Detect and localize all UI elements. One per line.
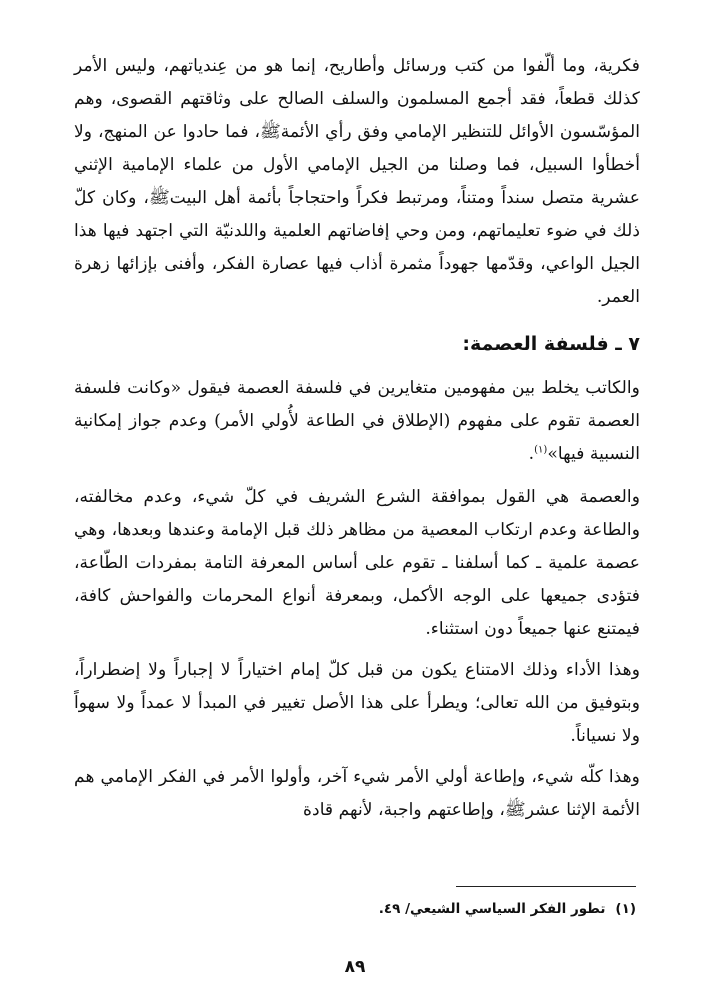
footnote	[70, 897, 636, 921]
footnote-divider	[456, 886, 636, 887]
paragraph-2-end: .	[528, 444, 535, 464]
footnote-reference[interactable]: (١)	[534, 444, 548, 456]
paragraph-3: والعصمة هي القول بموافقة الشرع الشريف في كلّ شيء، وعدم مخالفته، والطاعة وعدم ارتكاب المعصية من مظاهر ذلك قبل الإمامة وعندها وبعدها، وهي عصمة علمية ـ كما أسلفنا ـ تقوم على أساس المعرفة التامة بمفردات الطّاعة، فتؤدى جميعها على الوجه الأكمل، وبمعرفة أنواع المحرمات والفواحش كافة، فيمتنع عنها جميعاً دون استثناء.	[74, 487, 640, 639]
paragraph-2	[74, 372, 640, 471]
paragraph-1: فكرية، وما ألّفوا من كتب ورسائل وأطاريح، إنما هو من عِندياتهم، وليس الأمر كذلك قطعاً، فقد أجمع المسلمون والسلف الصالح على وثاقتهم القصوى، وهم المؤسّسون الأوائل للتنظير الإمامي وفق رأي الأئمةﷺ، فما حادوا عن المنهج، ولا أخطأوا السبيل، فما وصلنا من الجيل الإمامي الأول من علماء الإمامية الإثني عشرية متصل سنداً ومتناً، ومرتبط فكراً واحتجاجاً بأئمة أهل البيتﷺ، وكان كلّ ذلك في ضوء تعليماتهم، ومن وحي إفاضاتهم العلمية واللدنيّة التي اجتهد فيها هذا الجيل الواعي، وقدّمها جهوداً مثمرة أذاب فيها عصارة الفكر، وأفنى بإزائها زهرة العمر.	[74, 56, 640, 307]
paragraph-2-text: والكاتب يخلط بين مفهومين متغايرين في فلسفة العصمة فيقول «وكانت فلسفة العصمة تقوم على مفهوم (الإطلاق في الطاعة لأُولي الأمر) وعدم جواز إمكانية النسبية فيها»	[74, 378, 640, 464]
paragraph-5: وهذا كلّه شيء، وإطاعة أولي الأمر شيء آخر، وأولوا الأمر في الفكر الإمامي هم الأئمة الإثنا عشرﷺ، وإطاعتهم واجبة، لأنهم قادة	[74, 767, 640, 820]
footnote-number: (١)	[615, 901, 636, 917]
page-number: ٨٩	[344, 957, 366, 977]
paragraph-4: وهذا الأداء وذلك الامتناع يكون من قبل كلّ إمام اختياراً لا إجباراً ولا إضطراراً، وبتوفيق من الله تعالى؛ ويطرأ على هذا الأصل تغيير في المبدأ لا عمداً ولا سهواً ولا نسياناً.	[74, 660, 640, 746]
section-heading: ٧ ـ فلسفة العصمة:	[462, 333, 640, 355]
footnote-text: تطور الفكر السياسي الشيعي/ ٤٩.	[378, 901, 606, 917]
page-body	[74, 50, 640, 827]
